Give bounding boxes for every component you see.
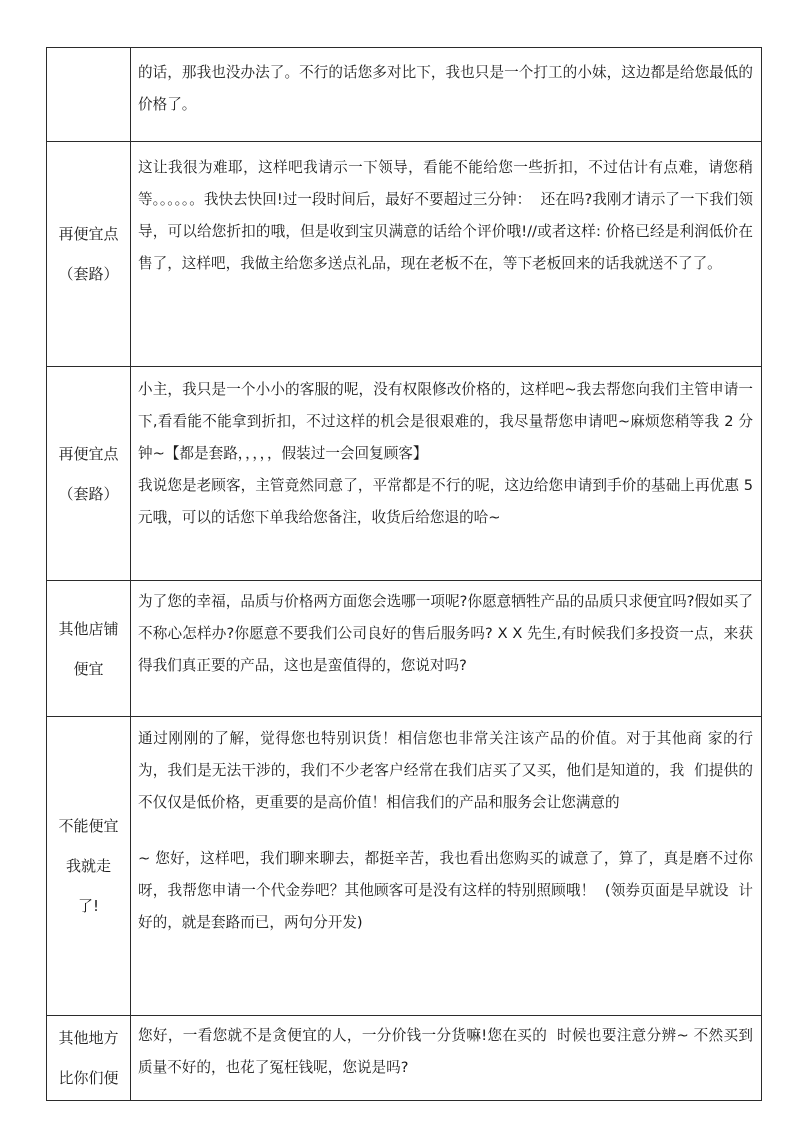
response-text-cell	[131, 142, 762, 367]
scenario-label: 再便宜点	[58, 225, 119, 243]
table-row	[47, 48, 762, 142]
scenario-label-cell	[47, 48, 131, 142]
scenario-label: （套路）	[58, 265, 119, 283]
scenario-label-cell	[47, 717, 131, 1016]
response-text: ~ 您好，这样吧，我们聊来聊去，都挺辛苦，我也看出您购买的诚意了，算了，真是磨不过你呀，我帮您申请一个代金券吧？其他顾客可是没有这样的特别照顾哦！ (领券页面是早就设 计好的，就是套路而已，两句分开发)	[138, 850, 753, 931]
response-text: 您好，一看您就不是贪便宜的人，一分价钱一分货嘛!您在买的 时候也要注意分辨~ 不然买到质量不好的，也花了冤枉钱呢，您说是吗?	[138, 1027, 753, 1076]
scenario-label: 其他店铺	[58, 619, 119, 638]
customer-service-script-table	[46, 47, 762, 1101]
scenario-label: 再便宜点	[58, 444, 119, 463]
scenario-label-cell	[47, 142, 131, 367]
paragraph-spacer	[138, 819, 753, 843]
scenario-label: （套路）	[58, 484, 119, 503]
response-text: 为了您的幸福，品质与价格两方面您会选哪一项呢?你愿意牺牲产品的品质只求便宜吗?假如买了不称心怎样办?你愿意不要我们公司良好的售后服务吗? X X 先生,有时候我们多投资一点，来获得我们真正要的产品，这也是蛮值得的，您说对吗?	[138, 593, 753, 674]
scenario-label: 了!	[77, 897, 99, 915]
response-text-cell	[131, 48, 762, 142]
response-text-cell	[131, 717, 762, 1016]
scenario-label: 其他地方	[58, 1029, 119, 1047]
response-text: 的话，那我也没办法了。不行的话您多对比下，我也只是一个打工的小妹，这边都是给您最低的价格了。	[138, 64, 753, 113]
scenario-label: 我就走	[65, 857, 111, 875]
response-text-cell	[131, 1016, 762, 1101]
response-text: 我说您是老顾客，主管竟然同意了，平常都是不行的呢，这边给您申请到手价的基础上再优惠 5 元哦，可以的话您下单我给您备注，收货后给您退的哈~	[138, 477, 758, 526]
table-row	[47, 142, 762, 367]
response-text-cell	[131, 581, 762, 717]
scenario-label-cell	[47, 581, 131, 717]
scenario-label: 比你们便	[58, 1069, 119, 1087]
scenario-label: 便宜	[73, 659, 104, 678]
response-text: 小主，我只是一个小小的客服的呢，没有权限修改价格的，这样吧~我去帮您向我们主管申请一下,看看能不能拿到折扣，不过这样的机会是很艰难的，我尽量帮您申请吧~麻烦您稍等我 2 分钟~【都是套路，，，，，假装过一会回复顾客】	[138, 381, 753, 462]
table-row	[47, 717, 762, 1016]
scenario-label-cell	[47, 1016, 131, 1101]
response-text: 这让我很为难耶，这样吧我请示一下领导，看能不能给您一些折扣，不过估计有点难，请您稍等。。。。。。我快去快回!过一段时间后，最好不要超过三分钟： 还在吗?我刚才请示了一下我们领导，可以给您折扣的哦，但是收到宝贝满意的话给个评价哦!//或者这样: 价格已经是利润低价在售了，这样吧，我做主给您多送点礼品，现在老板不在，等下老板回来的话我就送不了了。	[138, 159, 753, 272]
response-text-cell	[131, 367, 762, 581]
response-text: 通过刚刚的了解，觉得您也特别识货！相信您也非常关注该产品的价值。对于其他商 家的行为，我们是无法干涉的，我们不少老客户经常在我们店买了又买，他们是知道的，我 们提供的不仅仅是低价格，更重要的是高价值！相信我们的产品和服务会让您满意的	[138, 730, 753, 811]
table-row	[47, 367, 762, 581]
scenario-label: 不能便宜	[58, 817, 119, 835]
scenario-label-cell	[47, 367, 131, 581]
table-row	[47, 581, 762, 717]
table-row	[47, 1016, 762, 1101]
